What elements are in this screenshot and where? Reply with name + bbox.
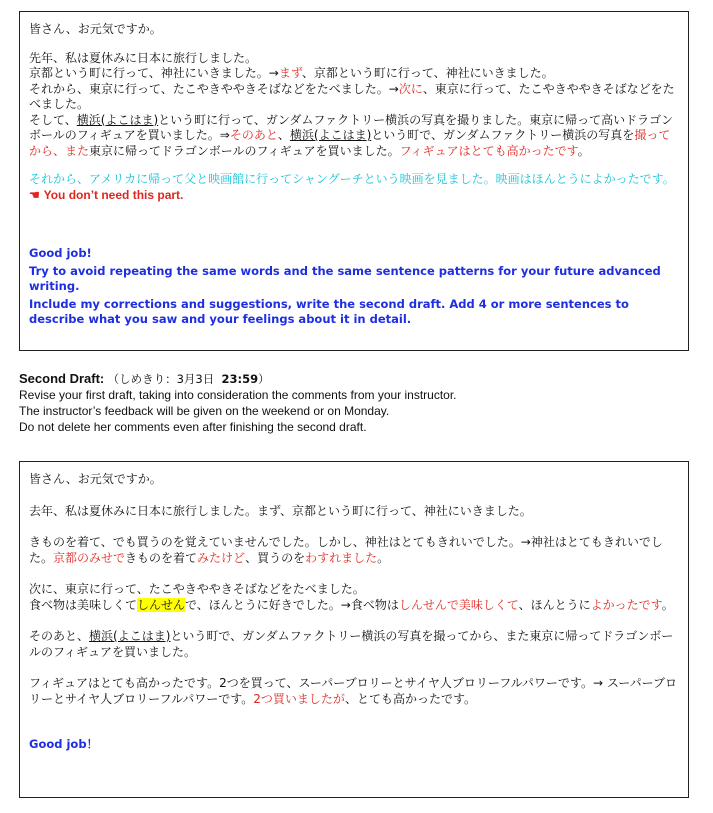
correction: 次に bbox=[398, 81, 423, 96]
highlighted-word: しんせん bbox=[137, 597, 186, 612]
text: そのあと、 bbox=[29, 629, 90, 643]
text: 、買うのを bbox=[245, 550, 306, 565]
underlined-place: 横浜(よこはま) bbox=[76, 112, 159, 127]
paragraph bbox=[29, 582, 679, 613]
text: きものを着て bbox=[125, 550, 198, 565]
greeting: 皆さん、お元気ですか。 bbox=[29, 472, 162, 486]
removed-text: それから、アメリカに帰って父と映画館に行ってシャングーチという映画を見ました。映画はほんとうによかったです。 bbox=[29, 172, 675, 186]
text: 次に、東京に行って、たこやきややきそばなどをたべました。 bbox=[29, 582, 365, 596]
correction: しんせんで美味しくて bbox=[398, 597, 519, 612]
pointing-hand-icon: ☚ bbox=[29, 187, 40, 202]
section-title: Second Draft: bbox=[19, 371, 105, 386]
text: 食べ物は美味しくて bbox=[29, 597, 138, 612]
instruction-line: The instructor’s feedback will be given on the weekend or on Monday. bbox=[19, 404, 390, 418]
underlined-place: 横浜(よこはま) bbox=[89, 629, 171, 643]
text: 、ほんとうに bbox=[518, 597, 591, 612]
correction: まず bbox=[278, 66, 302, 80]
deadline-time: 23:59 bbox=[221, 372, 259, 386]
second-draft-instructions bbox=[19, 371, 689, 435]
correction: 京都のみせで bbox=[53, 550, 126, 565]
deadline-close: ） bbox=[258, 372, 270, 386]
deadline-label: （しめきり：3月3日 bbox=[107, 372, 215, 386]
text: きものを着て、でも買うのを覚えていませんでした。しかし、神社はとてもきれいでした。→神社はとてもきれいでした。 bbox=[29, 535, 663, 565]
instructor-note: You don’t need this part. bbox=[43, 187, 184, 202]
text: 、とても高かったです。 bbox=[344, 691, 476, 706]
instruction-line: Do not delete her comments even after finishing the second draft. bbox=[19, 420, 367, 434]
feedback-good-job: Good job! bbox=[29, 246, 92, 260]
feedback-line: Try to avoid repeating the same words and the same sentence patterns for your future advanced writing. bbox=[29, 263, 661, 293]
first-draft-paragraph bbox=[29, 51, 679, 160]
first-draft-box bbox=[19, 11, 689, 351]
text: 、 bbox=[277, 128, 290, 142]
text: 。 bbox=[377, 550, 390, 565]
text: で、ほんとうに好きでした。→食べ物は bbox=[185, 597, 399, 612]
text: 。 bbox=[577, 143, 590, 158]
text: という町に行って、ガンダムファクトリー横浜の写真を撮りました。東京に帰って高いドラゴンボールのフィギュアを買いました。⇒ bbox=[29, 112, 674, 142]
feedback-line: Include my corrections and suggestions, write the second draft. Add 4 or more sentences to describe what you saw and your feelings about it in detail. bbox=[29, 296, 629, 326]
greeting: 皆さん、お元気ですか。 bbox=[29, 22, 162, 36]
feedback-good-job: Good job！ bbox=[29, 737, 99, 751]
paragraph: 去年、私は夏休みに日本に旅行しました。まず、京都という町に行って、神社にいきました。 bbox=[29, 503, 532, 518]
paragraph bbox=[29, 629, 679, 660]
second-draft-box bbox=[19, 461, 689, 798]
correction: みたけど bbox=[197, 550, 246, 565]
correction: フィギュアはとても高かったです bbox=[399, 143, 578, 158]
text: 、京都という町に行って、神社にいきました。 bbox=[301, 66, 554, 80]
correction: よかったです bbox=[590, 597, 662, 612]
cyan-paragraph bbox=[29, 172, 679, 203]
deadline bbox=[108, 372, 270, 386]
correction: 撮ってから、また bbox=[29, 128, 671, 158]
correction: そのあと bbox=[229, 128, 278, 142]
correction: 2つ買いましたが bbox=[253, 691, 345, 706]
paragraph bbox=[29, 676, 679, 707]
text: そして、 bbox=[29, 112, 77, 127]
text: という町で、ガンダムファクトリー横浜の写真を撮ってから、また東京に帰ってドラゴンボールのフィギュアを買いました。 bbox=[29, 629, 674, 659]
text: 、東京に行って、たこやきややきそばなどをたべました。 bbox=[29, 81, 675, 111]
text: フィギュアはとても高かったです。2つを買って、スーパーブロリーとサイヤ人ブロリーフルパワーです。→ スーパーブロリーとサイヤ人ブロリーフルパワーです。 bbox=[29, 676, 678, 706]
text-line: 先年、私は夏休みに日本に旅行しました。 bbox=[29, 50, 258, 65]
text: それから、東京に行って、たこやきややきそばなどをたべました。→ bbox=[29, 81, 399, 96]
text: 。 bbox=[661, 597, 674, 612]
underlined-place: 横浜(よこはま) bbox=[289, 128, 372, 142]
paragraph bbox=[29, 535, 679, 566]
text: 京都という町に行って、神社にいきました。→ bbox=[29, 66, 279, 80]
text: 東京に帰ってドラゴンボールのフィギュアを買いました。 bbox=[89, 143, 400, 158]
instruction-line: Revise your first draft, taking into consideration the comments from your instructor. bbox=[19, 388, 457, 402]
correction: わすれました bbox=[305, 550, 378, 565]
text: という町で、ガンダムファクトリー横浜の写真を bbox=[371, 128, 635, 142]
